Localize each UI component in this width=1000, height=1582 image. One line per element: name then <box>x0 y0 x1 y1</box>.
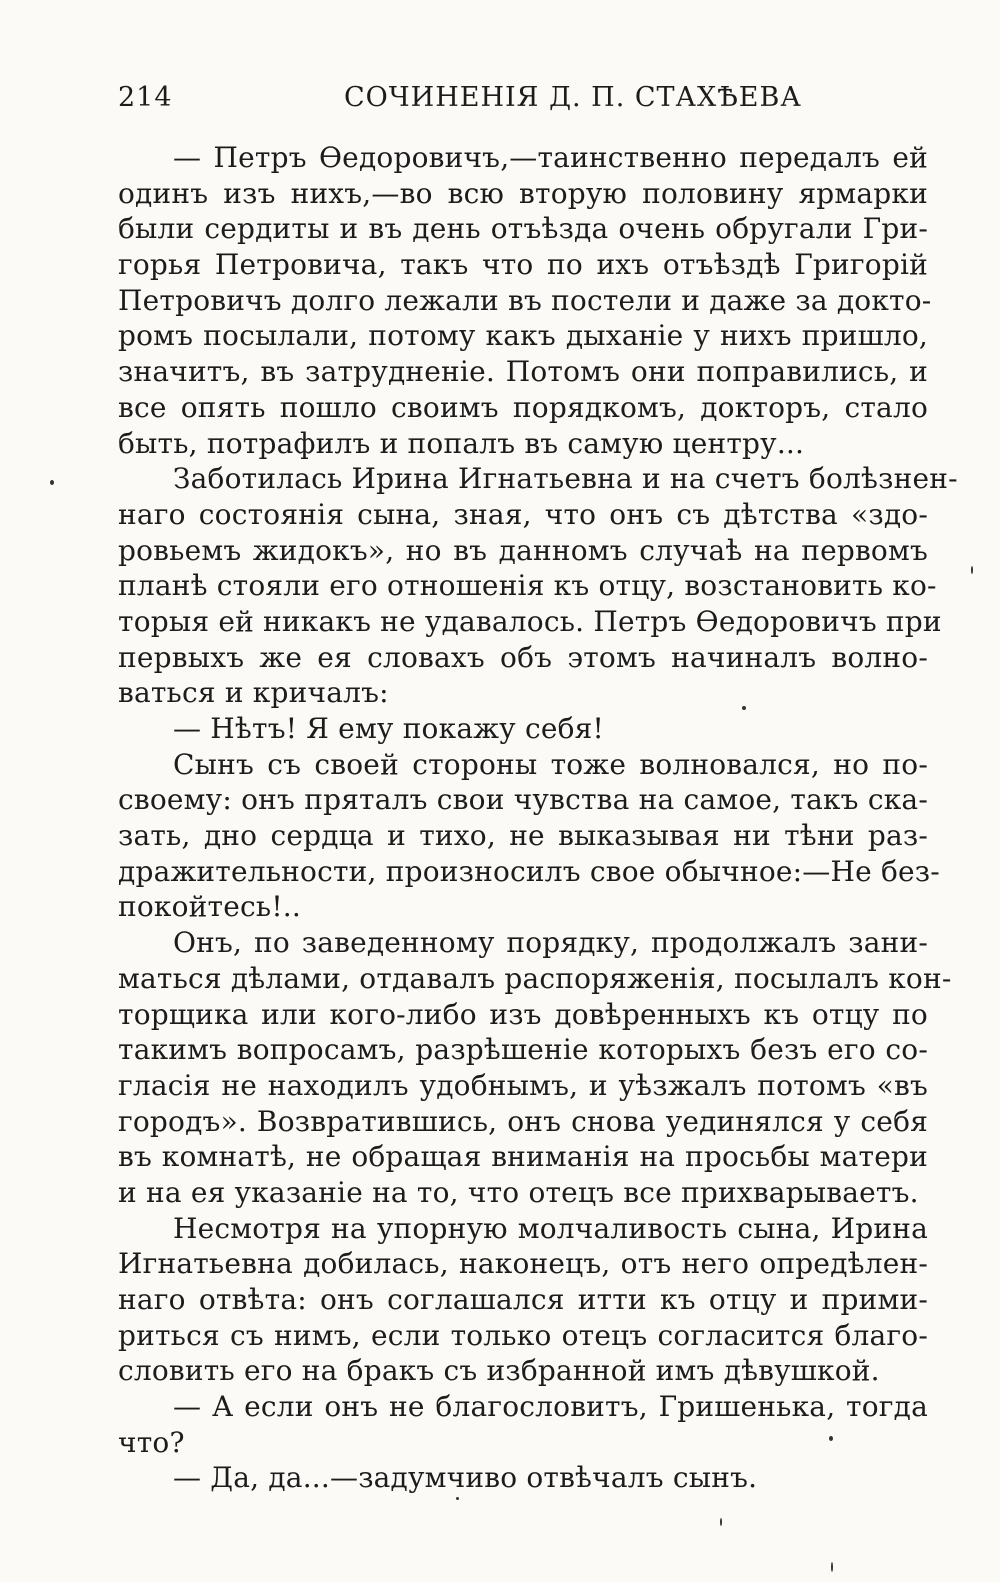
text-line: были сердиты и въ день отъѣзда очень обругали Гри- <box>118 212 928 246</box>
text-line: ромъ посылали, потому какъ дыханіе у нихъ пришло, <box>118 319 928 353</box>
text-line: Заботилась Ирина Игнатьевна и на счетъ болѣзнен- <box>173 462 958 496</box>
scan-speck <box>742 706 746 710</box>
text-line: Петровичъ долго лежали въ постели и даже за докто- <box>118 283 932 317</box>
text-line: наго состоянія сына, зная, что онъ съ дѣтства «здо- <box>118 497 928 531</box>
text-line: — Петръ Өедоровичъ,—таинственно передалъ ей <box>173 141 928 174</box>
body-text <box>118 140 958 1496</box>
text-line: зать, дно сердца и тихо, не выказывая ни тѣни раз- <box>118 819 928 853</box>
text-line: — А если онъ не благословитъ, Гришенька, тогда <box>173 1390 928 1424</box>
text-line: своему: онъ пряталъ свои чувства на самое, такъ ска- <box>118 783 928 817</box>
page-header <box>118 78 930 118</box>
text-line: Онъ, по заведенному порядку, продолжалъ зани- <box>173 926 928 960</box>
text-line: горья Петровича, такъ что по ихъ отъѣздѣ Григорій <box>118 248 928 282</box>
text-line: значитъ, въ затрудненіе. Потомъ они поправились, и <box>118 355 928 389</box>
scan-speck <box>831 1562 833 1572</box>
text-line: торщика или кого-либо изъ довѣренныхъ къ отцу по <box>118 997 928 1031</box>
text-line: — Нѣтъ! Я ему покажу себя! <box>173 712 604 745</box>
text-line: въ комнатѣ, не обращая вниманія на просьбы матери <box>118 1140 928 1174</box>
text-line: ровьемъ жидокъ», но въ данномъ случаѣ на первомъ <box>118 533 928 567</box>
page-number: 214 <box>118 82 173 113</box>
text-line: городъ». Возвратившись, онъ снова уединялся у себя <box>118 1104 928 1138</box>
text-line: дражительности, произносилъ свое обычное:—Не без- <box>118 854 940 888</box>
text-line: словить его на бракъ съ избранной имъ дѣвушкой. <box>118 1354 880 1388</box>
text-line: что? <box>118 1425 185 1459</box>
text-line: риться съ нимъ, если только отецъ согласится благо- <box>118 1318 928 1352</box>
text-line: Игнатьевна добилась, наконецъ, отъ него опредѣлен- <box>118 1247 928 1281</box>
text-line: планѣ стояли его отношенія къ отцу, возстановить ко- <box>118 569 937 603</box>
text-line: торыя ей никакъ не удавалось. Петръ Өедоровичъ при <box>118 604 942 638</box>
text-line: Несмотря на упорную молчаливость сына, Ирина <box>173 1211 928 1245</box>
text-line: покойтесь!.. <box>118 890 301 924</box>
text-line: Сынъ съ своей стороны тоже волновался, но по- <box>173 747 928 781</box>
scan-speck <box>50 480 54 485</box>
text-line: гласія не находилъ удобнымъ, и уѣзжалъ потомъ «въ <box>118 1068 928 1102</box>
text-line: все опять пошло своимъ порядкомъ, докторъ, стало <box>118 390 928 424</box>
text-line: быть, потрафилъ и попалъ въ самую центру... <box>118 426 805 460</box>
text-line: ваться и кричалъ: <box>118 676 389 710</box>
text-line: первыхъ же ея словахъ объ этомъ начиналъ волно- <box>118 640 928 674</box>
text-line: маться дѣлами, отдавалъ распоряженія, посылалъ кон- <box>118 961 952 995</box>
scan-speck <box>829 1436 833 1441</box>
scan-speck <box>720 1518 722 1526</box>
text-line: одинъ изъ нихъ,—во всю вторую половину ярмарки <box>118 176 928 210</box>
scan-speck <box>456 1497 459 1500</box>
text-line: и на ея указаніе на то, что отецъ все прихварываетъ. <box>118 1175 919 1209</box>
scan-speck <box>971 566 973 574</box>
text-line: — Да, да...—задумчиво отвѣчалъ сынъ. <box>173 1461 758 1495</box>
text-line: наго отвѣта: онъ соглашался итти къ отцу и прими- <box>118 1283 928 1316</box>
running-title: СОЧИНЕНІЯ Д. П. СТАХѢЕВА <box>344 82 802 113</box>
text-line: такимъ вопросамъ, разрѣшеніе которыхъ безъ его со- <box>118 1033 928 1067</box>
